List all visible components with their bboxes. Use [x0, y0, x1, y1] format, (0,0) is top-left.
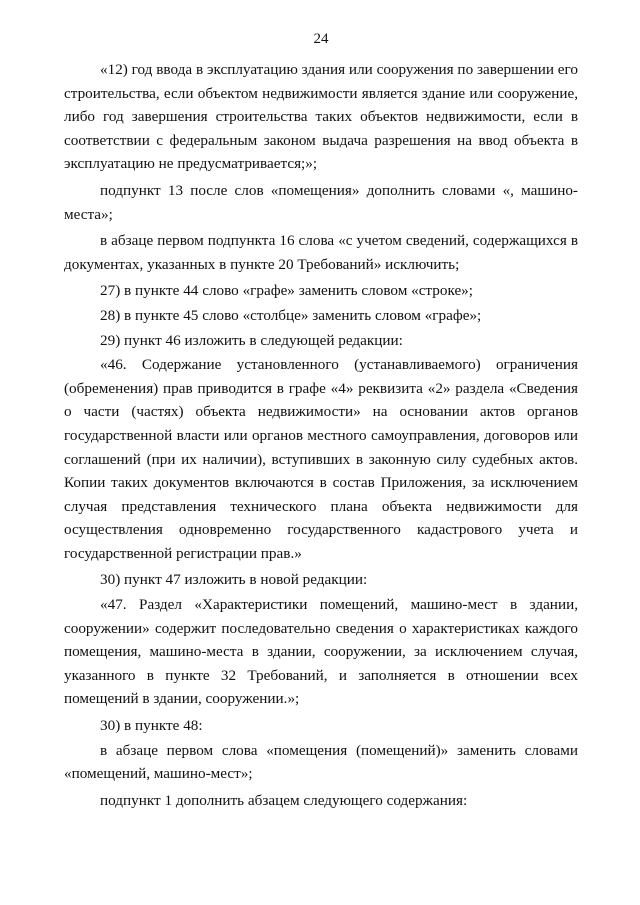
paragraph-point-30-a: 30) пункт 47 изложить в новой редакции:: [100, 571, 368, 589]
paragraph-subitem-13: подпункт 13 после слов «помещения» дополнить словами «, машино-места»;: [64, 181, 578, 223]
paragraph-clause-46: «46. Содержание установленного (устанавливаемого) ограничения (обременения) прав приводится в графе «4» реквизита «2» раздела «Сведения о части (частях) объекта недвижимости» на основании актов органов государственной власти или органов местного самоуправления, договоров или соглашений (при их наличии), вступивших в законную силу судебных актов. Копии таких документов включаются в состав Приложения, за исключением случая представления технического плана объекта недвижимости для осуществления одновременно государственного кадастрового учета и государственной регистрации прав.»: [64, 356, 578, 562]
paragraph-clause-47: «47. Раздел «Характеристики помещений, машино-мест в здании, сооружении» содержит последовательно сведения о характеристиках каждого помещения, машино-места в здании, сооружении, за исключением случая, указанного в пункте 32 Требований, и заполняется в отношении всех помещений в здании, сооружении.»;: [64, 596, 578, 708]
paragraph-subitem-16: в абзаце первом подпункта 16 слова «с учетом сведений, содержащихся в документах, указанных в пункте 20 Требований» исключить;: [64, 232, 578, 273]
paragraph-point-29: 29) пункт 46 изложить в следующей редакции:: [100, 331, 403, 349]
paragraph-point-27: 27) в пункте 44 слово «графе» заменить словом «строке»;: [100, 282, 473, 300]
paragraph-item-12: «12) год ввода в эксплуатацию здания или сооружения по завершении его строительства, если объектом недвижимости является здание или сооружение, либо год завершения строительства таких объектов недвижимости, если в соответствии с федеральным законом выдача разрешения на ввод объекта в эксплуатацию не предусматривается;»;: [64, 61, 578, 173]
paragraph-first-paragraph-48: в абзаце первом слова «помещения (помещений)» заменить словами «помещений, машино-мест»;: [64, 741, 578, 783]
page-number: 24: [313, 31, 329, 47]
paragraph-subitem-1: подпункт 1 дополнить абзацем следующего содержания:: [100, 791, 468, 809]
paragraph-point-30-b: 30) в пункте 48:: [100, 717, 203, 735]
document-page: [64, 30, 578, 815]
paragraph-point-28: 28) в пункте 45 слово «столбце» заменить словом «графе»;: [100, 306, 482, 324]
